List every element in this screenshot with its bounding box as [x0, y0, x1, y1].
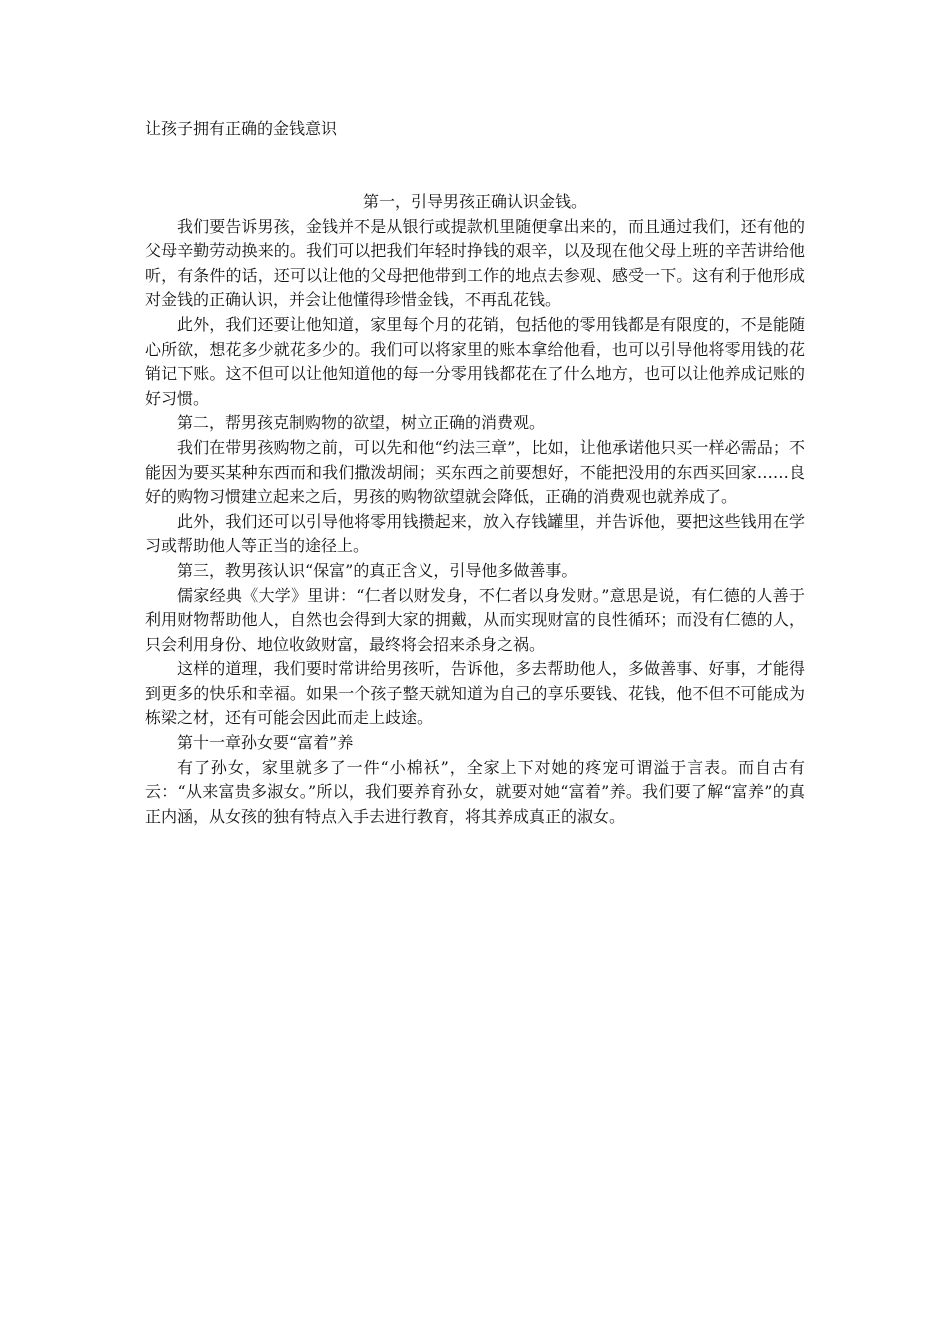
paragraph: 有了孙女，家里就多了一件“小棉袄”，全家上下对她的疼宠可谓溢于言表。而自古有云：“从来富贵多淑女。”所以，我们要养育孙女，就要对她“富着”养。我们要了解“富养”的真正内涵，从女孩的独有特点入手去进行教育，将其养成真正的淑女。 — [145, 757, 805, 826]
subheading-paragraph: 第二，帮男孩克制购物的欲望，树立正确的消费观。 — [177, 413, 546, 433]
paragraph: 此外，我们还可以引导他将零用钱攒起来，放入存钱罐里，并告诉他，要把这些钱用在学习或帮助他人等正当的途径上。 — [145, 511, 805, 556]
paragraph: 这样的道理，我们要时常讲给男孩听，告诉他，多去帮助他人，多做善事、好事，才能得到更多的快乐和幸福。如果一个孩子整天就知道为自己的享乐要钱、花钱，他不但不可能成为栋梁之材，还有可能会因此而走上歧途。 — [145, 659, 805, 728]
section-heading: 第一，引导男孩正确认识金钱。 — [362, 192, 587, 211]
subheading-paragraph: 第三，教男孩认识“保富”的真正含义，引导他多做善事。 — [177, 560, 578, 580]
paragraph: 此外，我们还要让他知道，家里每个月的花销，包括他的零用钱都是有限度的，不是能随心所欲，想花多少就花多少的。我们可以将家里的账本拿给他看，也可以引导他将零用钱的花销记下账。这不但可以让他知道他的每一分零用钱都花在了什么地方，也可以让他养成记账的好习惯。 — [145, 314, 805, 408]
paragraph: 儒家经典《大学》里讲：“仁者以财发身，不仁者以身发财。”意思是说，有仁德的人善于利用财物帮助他人，自然也会得到大家的拥戴，从而实现财富的良性循环；而没有仁德的人，只会利用身份、地位收敛财富，最终将会招来杀身之祸。 — [145, 585, 805, 654]
paragraph: 我们要告诉男孩，金钱并不是从银行或提款机里随便拿出来的，而且通过我们，还有他的父母辛勤劳动换来的。我们可以把我们年轻时挣钱的艰辛，以及现在他父母上班的辛苦讲给他听，有条件的话，还可以让他的父母把他带到工作的地点去参观、感受一下。这有利于他形成对金钱的正确认识，并会让他懂得珍惜金钱，不再乱花钱。 — [145, 216, 805, 310]
paragraph: 我们在带男孩购物之前，可以先和他“约法三章”，比如，让他承诺他只买一样必需品；不能因为要买某种东西而和我们撒泼胡闹；买东西之前要想好，不能把没用的东西买回家……良好的购物习惯建立起来之后，男孩的购物欲望就会降低，正确的消费观也就养成了。 — [145, 437, 805, 507]
document-title: 让孩子拥有正确的金钱意识 — [145, 119, 338, 138]
chapter-heading-paragraph: 第十一章孙女要“富着”养 — [177, 733, 354, 753]
document-body — [145, 190, 805, 829]
